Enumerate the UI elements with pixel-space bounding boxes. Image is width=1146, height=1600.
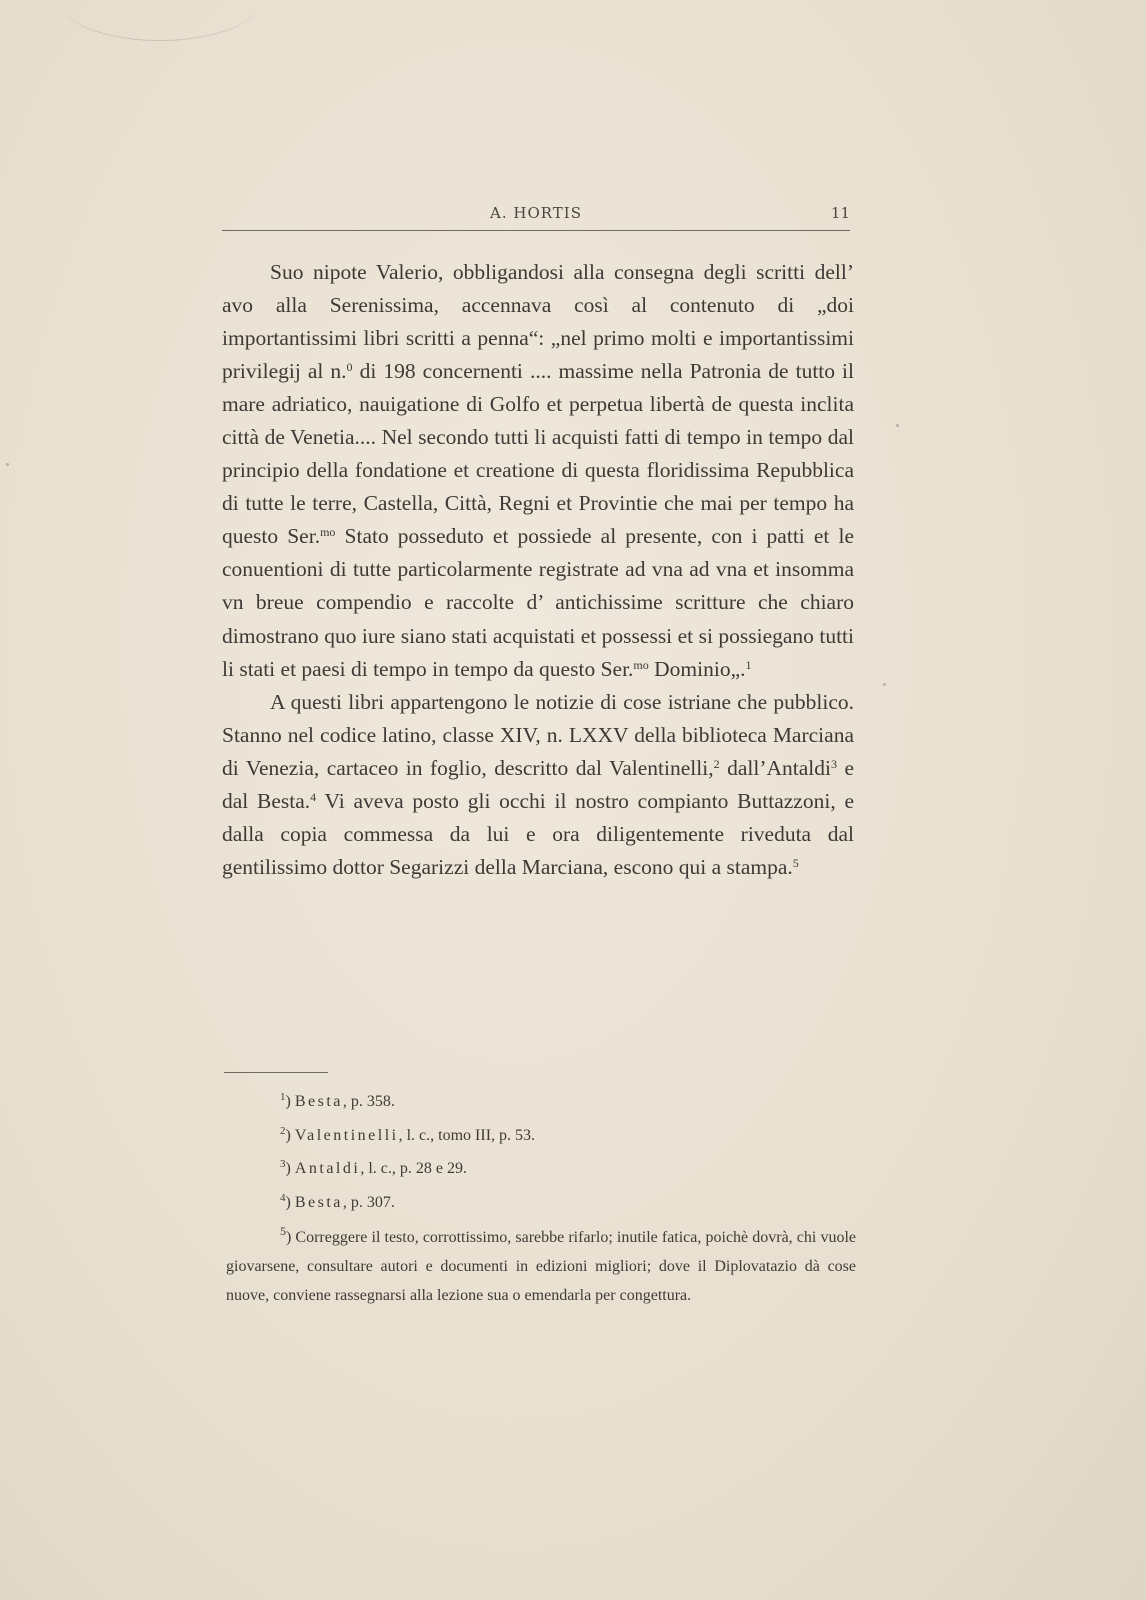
- footnote-author: Besta: [294, 1193, 343, 1211]
- footnotes: [226, 1089, 856, 1310]
- footnote-rule: [224, 1072, 328, 1073]
- text-run: Suo nipote Valerio, obbligandosi alla consegna degli scritti dell’ avo alla Serenissima, accennava così al contenuto di „doi importantissimi libri scritti a penna“: „nel primo molti e importantissimi privilegij al n.: [222, 260, 854, 384]
- footnote-number: $^3$): [280, 1158, 291, 1177]
- text-run: Vi aveva posto gli occhi il nostro compianto Buttazzoni, e dalla copia commessa da lui e ora diligentemente riveduta dal gentilissimo dottor Segarizzi della Marciana, escono qui a stampa.: [222, 788, 854, 879]
- footnote-number: $^2$): [280, 1124, 291, 1144]
- footnote: [226, 1123, 856, 1149]
- footnote-ref: 1: [745, 657, 752, 672]
- footnote: [226, 1089, 856, 1115]
- text-run: di 198 concernenti .... massime nella Patronia de tutto il mare adriatico, nauigatione di Golfo et perpetua libertà de questa inclita città de Venetia.... Nel secondo tutti li acquisti fatti di tempo in tempo dal principio della fondatione et creatione di questa floridissima Repubblica di tutte le terre, Castella, Città, Regni et Provintie che mai per tempo ha questo Ser.: [222, 359, 854, 549]
- footnote-text: , p. 358.: [342, 1093, 395, 1110]
- main-text: [222, 256, 854, 884]
- paragraph: [222, 256, 854, 686]
- running-head: A. HORTIS: [490, 204, 582, 222]
- footnote: [226, 1190, 856, 1216]
- paper-speck: [883, 683, 886, 686]
- footnote: [226, 1156, 856, 1182]
- text-run: e dal Besta.: [222, 755, 854, 813]
- text-run: A questi libri appartengono le notizie di cose istriane che pubblico. Stanno nel codice latino, classe XIV, n. LXXV della biblioteca Marciana di Venezia, cartaceo in foglio, descritto dal Valentinelli,: [222, 689, 854, 780]
- superscript: mo: [633, 657, 649, 672]
- footnote-ref: 2: [713, 756, 720, 771]
- footnote-text: , l. c., p. 28 e 29.: [360, 1160, 467, 1177]
- footnote-text: Correggere il testo, corrottissimo, sarebbe rifarlo; inutile fatica, poichè dovrà, chi vuole giovarsene, consultare autori e documenti in edizioni migliori; dove il Diplovatazio dà cose nuove, conviene rassegnarsi alla lezione sua o emendarla per congettura.: [226, 1229, 856, 1304]
- text-run: Stato posseduto et possiede al presente, con i patti et le conuentioni di tutte particolarmente registrate ad vna ad vna et insomma vn breue compendio e raccolte d’ antichissime scritture che chiaro dimostrano quo iure siano stati acquistati et possessi et si possiegano tutti li stati et paesi di tempo in tempo da questo Ser.: [222, 524, 854, 681]
- footnote-author: Valentinelli: [294, 1126, 399, 1144]
- text-run: dall’Antaldi: [719, 755, 831, 780]
- footnote-number: $^5$): [280, 1224, 292, 1246]
- footnote-text: , p. 307.: [342, 1193, 395, 1211]
- superscript: 0: [346, 360, 353, 375]
- footnote-ref: 5: [792, 855, 799, 870]
- footnote-ref: 4: [310, 789, 317, 804]
- footnote-number: $^1$): [280, 1091, 291, 1110]
- footnote: [226, 1223, 856, 1310]
- footnote-ref: 3: [830, 756, 837, 771]
- page-header: [222, 204, 850, 231]
- footnote-author: Antaldi: [294, 1160, 361, 1177]
- paper-crease: [60, 0, 260, 41]
- paper-speck: [6, 463, 9, 466]
- paragraph: [222, 686, 854, 884]
- footnote-author: Besta: [294, 1093, 343, 1110]
- footnote-text: , l. c., tomo III, p. 53.: [398, 1126, 536, 1144]
- paper-speck: [896, 424, 899, 427]
- text-run: Dominio„.: [648, 656, 746, 681]
- footnote-number: $^4$): [280, 1191, 291, 1211]
- superscript: mo: [320, 525, 336, 540]
- page-number: 11: [830, 204, 850, 222]
